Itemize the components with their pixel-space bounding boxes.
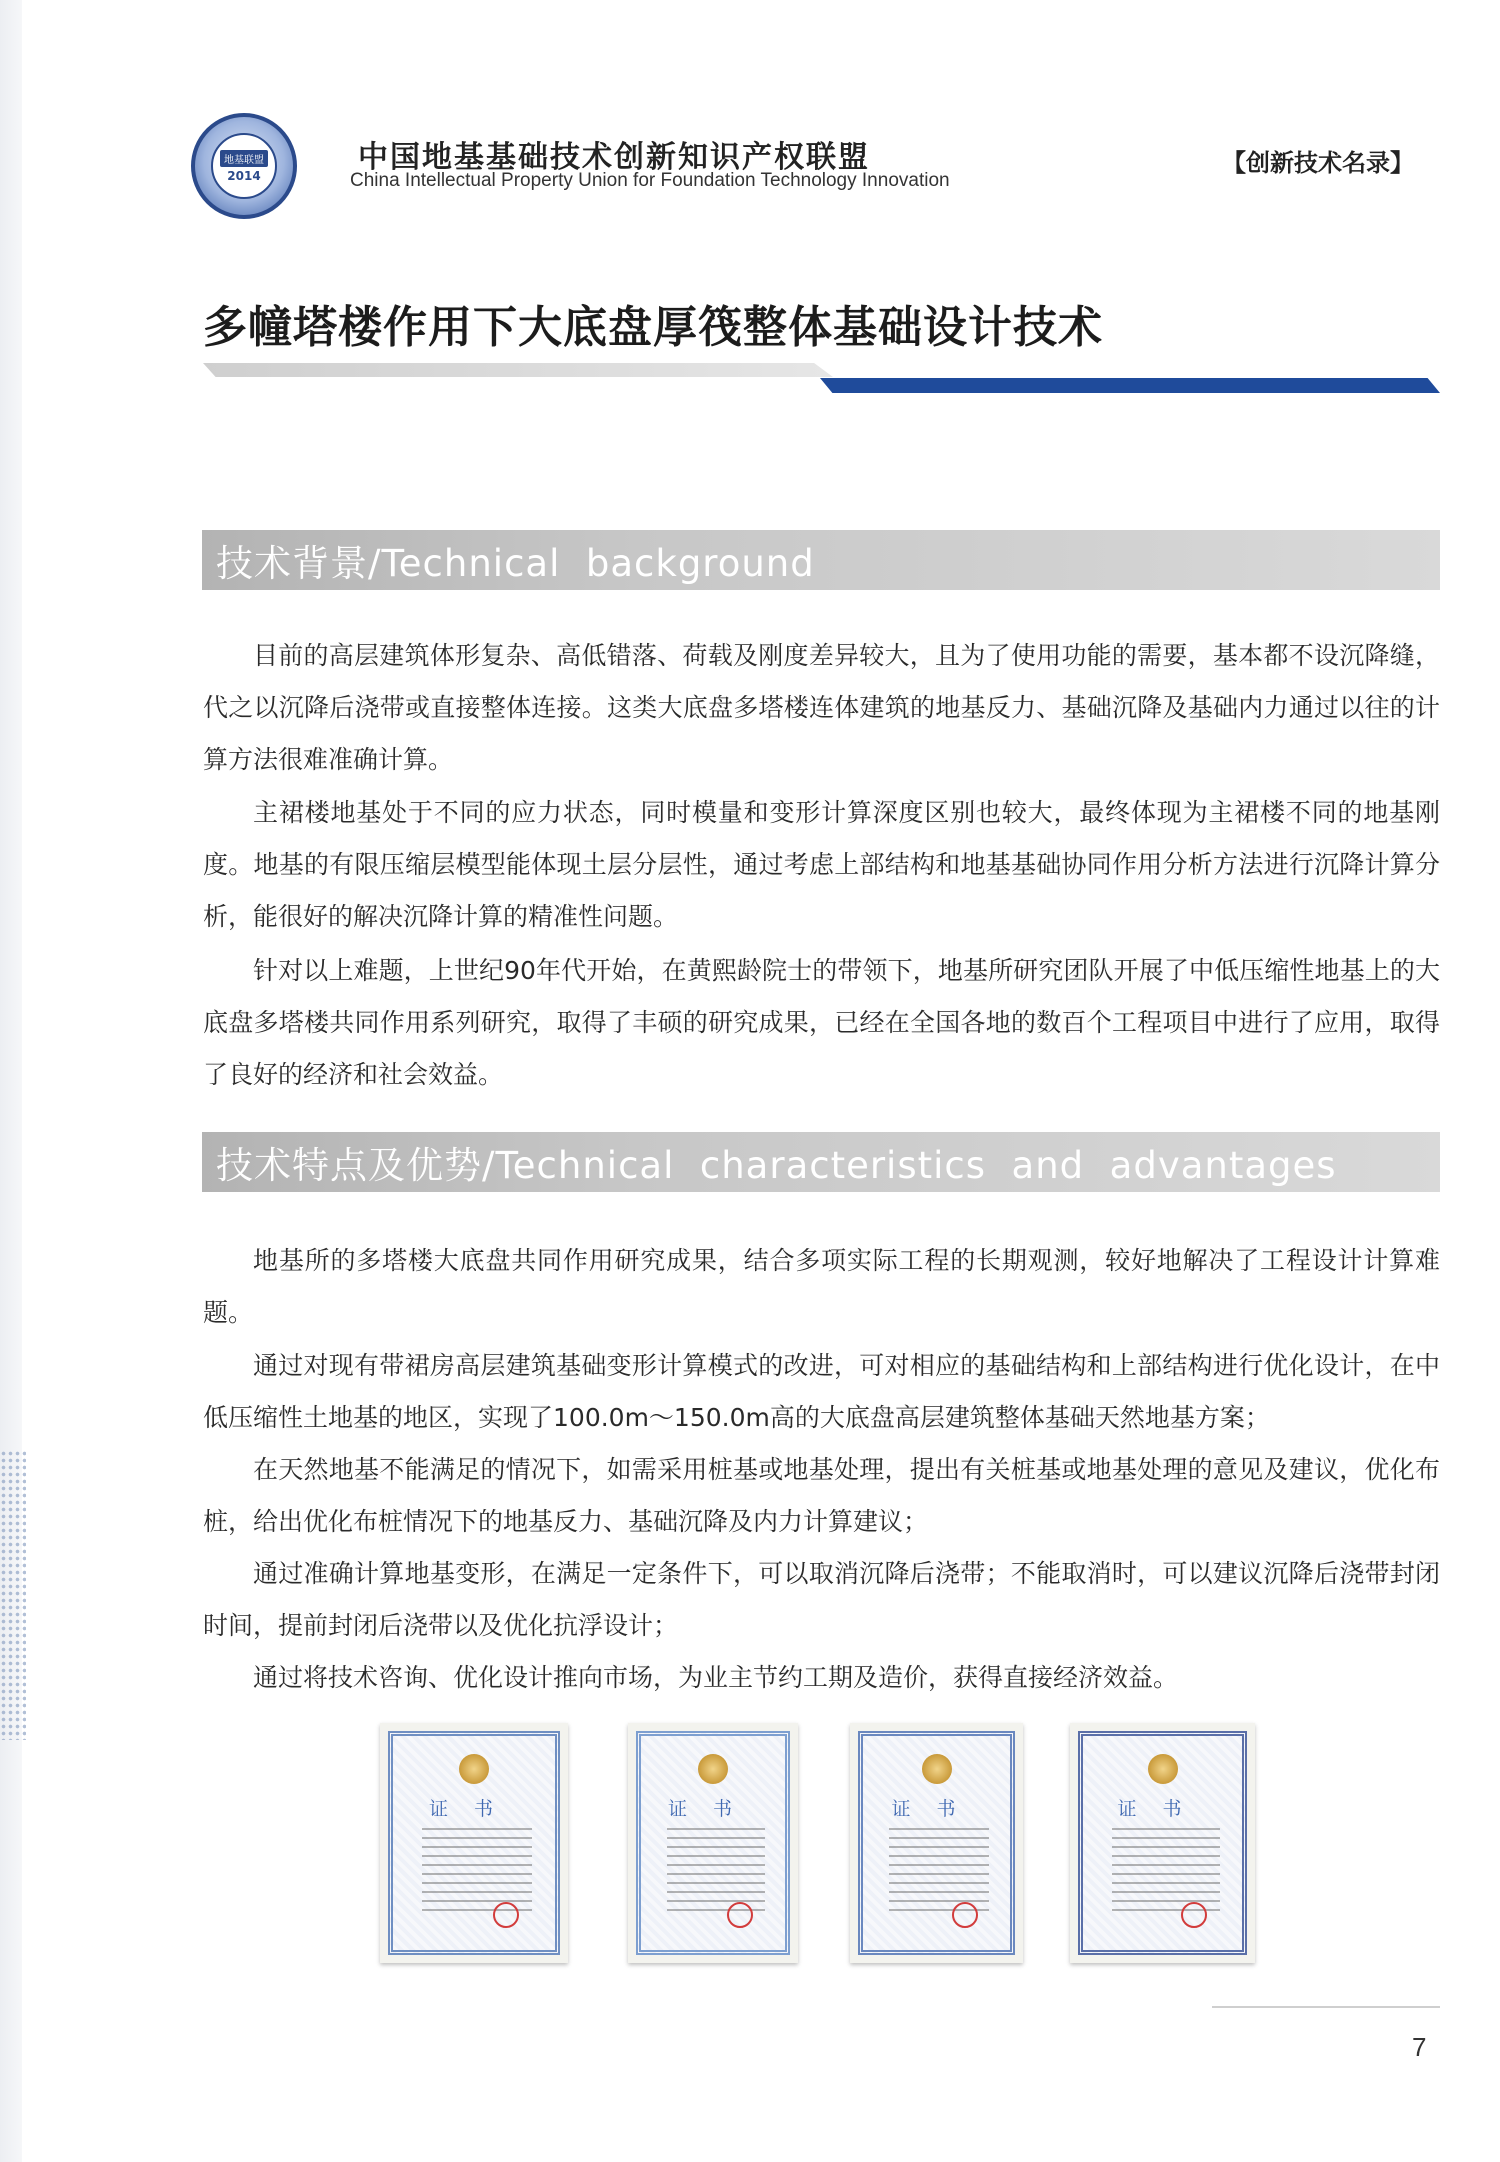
footer-divider (1212, 2006, 1440, 2008)
seal-icon (1181, 1902, 1207, 1928)
logo-center (211, 133, 277, 199)
certificate-frame (636, 1731, 790, 1955)
org-name-cn: 中国地基基础技术创新知识产权联盟 (358, 140, 870, 175)
certificate-title: 证书 (891, 1798, 982, 1820)
section-heading-text: 技术特点及优势/Technical characteristics and advantages (216, 1144, 1337, 1187)
certificate-title: 证书 (667, 1798, 758, 1820)
page-number: 7 (1412, 2032, 1427, 2062)
title-underline-blue (820, 378, 1440, 393)
left-edge-strip (0, 0, 22, 2162)
decorative-dot-pattern (0, 1450, 26, 1740)
paragraph: 在天然地基不能满足的情况下，如需采用桩基或地基处理，提出有关桩基或地基处理的意见及建议，优化布桩，给出优化布桩情况下的地基反力、基础沉降及内力计算建议； (203, 1455, 1440, 1536)
certificate-text-lines (1112, 1828, 1220, 1918)
paragraph: 通过将技术咨询、优化设计推向市场，为业主节约工期及造价，获得直接经济效益。 (253, 1663, 1179, 1692)
alliance-logo (191, 113, 297, 219)
certificate-image (628, 1723, 798, 1963)
page-title: 多幢塔楼作用下大底盘厚筏整体基础设计技术 (203, 302, 1103, 353)
section-heading-advantages (202, 1132, 1440, 1192)
emblem-icon (922, 1754, 952, 1784)
paragraph: 针对以上难题，上世纪90年代开始，在黄熙龄院士的带领下，地基所研究团队开展了中低压缩性地基上的大底盘多塔楼共同作用系列研究，取得了丰硕的研究成果，已经在全国各地的数百个工程项目中进行了应用，取得了良好的经济和社会效益。 (203, 956, 1440, 1089)
certificate-text-lines (667, 1828, 765, 1918)
seal-icon (493, 1902, 519, 1928)
certificate-frame (1078, 1731, 1247, 1955)
certificate-title: 证书 (1117, 1798, 1208, 1820)
section-heading-background (202, 530, 1440, 590)
catalog-tag: 【创新技术名录】 (1222, 148, 1414, 177)
emblem-icon (698, 1754, 728, 1784)
paragraph: 通过对现有带裙房高层建筑基础变形计算模式的改进，可对相应的基础结构和上部结构进行优化设计，在中低压缩性土地基的地区，实现了100.0m～150.0m高的大底盘高层建筑整体基础天然地基方案； (203, 1351, 1440, 1432)
seal-icon (952, 1902, 978, 1928)
paragraph: 主裙楼地基处于不同的应力状态，同时模量和变形计算深度区别也较大，最终体现为主裙楼不同的地基刚度。地基的有限压缩层模型能体现土层分层性，通过考虑上部结构和地基基础协同作用分析方法进行沉降计算分析，能很好的解决沉降计算的精准性问题。 (203, 798, 1440, 931)
emblem-icon (459, 1754, 489, 1784)
title-underline-grey (203, 363, 833, 377)
certificate-frame (858, 1731, 1015, 1955)
certificate-image (1070, 1723, 1255, 1963)
certificate-text-lines (422, 1828, 532, 1918)
emblem-icon (1148, 1754, 1178, 1784)
certificate-title: 证书 (428, 1798, 519, 1820)
certificate-text-lines (889, 1828, 989, 1918)
paragraph: 通过准确计算地基变形，在满足一定条件下，可以取消沉降后浇带；不能取消时，可以建议沉降后浇带封闭时间，提前封闭后浇带以及优化抗浮设计； (203, 1559, 1440, 1640)
org-name-en: China Intellectual Property Union for Foundation Technology Innovation (350, 170, 950, 191)
logo-badge-text: 地基联盟 (220, 150, 268, 167)
logo-year: 2014 (227, 168, 261, 183)
certificate-image (380, 1723, 568, 1963)
paragraph: 地基所的多塔楼大底盘共同作用研究成果，结合多项实际工程的长期观测，较好地解决了工程设计计算难题。 (203, 1246, 1440, 1327)
certificate-image (850, 1723, 1023, 1963)
section-heading-text: 技术背景/Technical background (216, 542, 815, 585)
seal-icon (727, 1902, 753, 1928)
paragraph: 目前的高层建筑体形复杂、高低错落、荷载及刚度差异较大，且为了使用功能的需要，基本都不设沉降缝，代之以沉降后浇带或直接整体连接。这类大底盘多塔楼连体建筑的地基反力、基础沉降及基础内力通过以往的计算方法很难准确计算。 (203, 641, 1440, 774)
certificate-frame (388, 1731, 560, 1955)
